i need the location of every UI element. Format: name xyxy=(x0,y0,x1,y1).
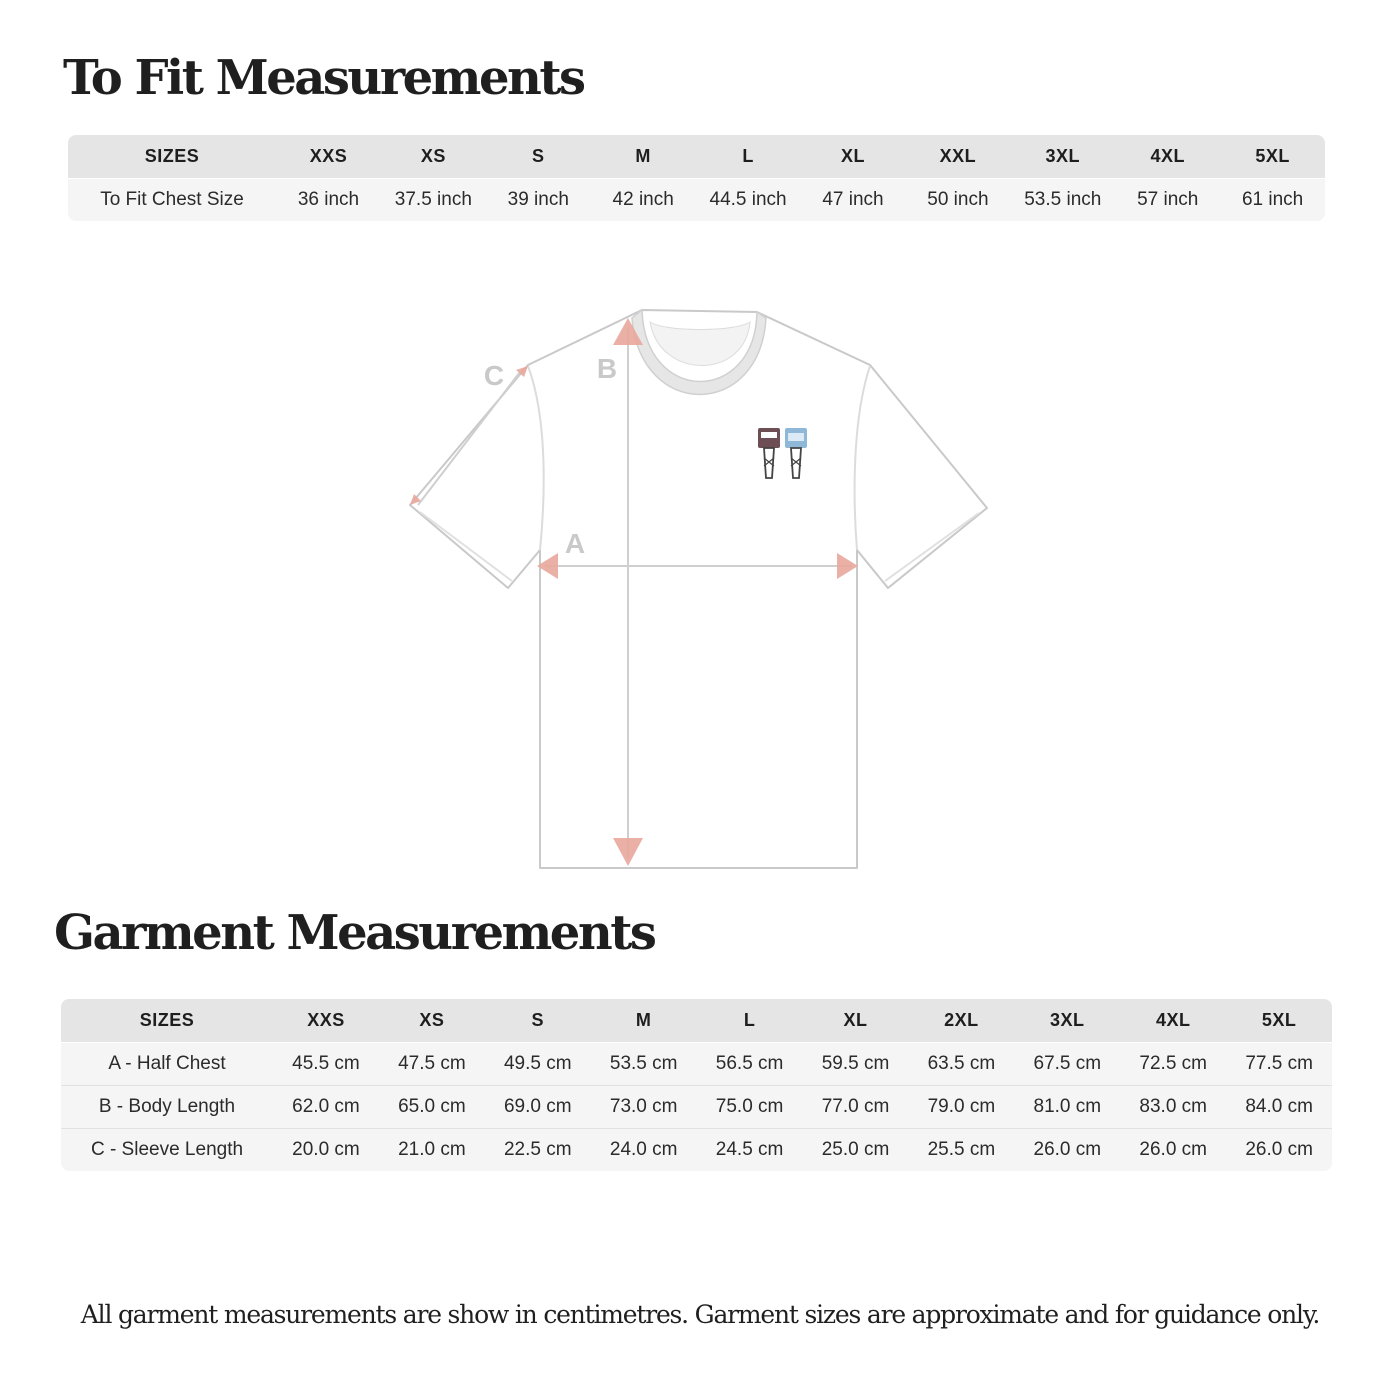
disclaimer-text: All garment measurements are show in centimetres. Garment sizes are approximate and for guidance only. xyxy=(80,1300,1320,1329)
header-cell: 4XL xyxy=(1155,1010,1191,1030)
header-cell: 5XL xyxy=(1261,1010,1297,1030)
table-cell: 65.0 cm xyxy=(398,1096,466,1117)
table-cell: 83.0 cm xyxy=(1139,1096,1207,1117)
row-label: A - Half Chest xyxy=(108,1053,226,1074)
table-header-row xyxy=(68,135,1325,178)
table-cell: 25.5 cm xyxy=(927,1139,996,1160)
table-row xyxy=(61,1042,1332,1085)
table-cell: 44.5 inch xyxy=(709,189,787,210)
table-row xyxy=(61,1085,1332,1128)
header-cell: L xyxy=(742,146,754,166)
table-cell: 81.0 cm xyxy=(1033,1096,1102,1117)
table-cell: 77.5 cm xyxy=(1245,1053,1313,1074)
header-cell: XL xyxy=(840,146,865,166)
header-cell: M xyxy=(635,1010,652,1030)
header-cell: SIZES xyxy=(144,146,200,166)
table-cell: 77.0 cm xyxy=(821,1096,890,1117)
table-cell: 49.5 cm xyxy=(503,1053,572,1074)
header-cell: XXS xyxy=(307,1010,345,1030)
table-cell: 26.0 cm xyxy=(1139,1139,1207,1160)
table-cell: 24.0 cm xyxy=(609,1139,678,1160)
row-label: B - Body Length xyxy=(98,1096,236,1117)
table-cell: 21.0 cm xyxy=(398,1139,466,1160)
table-cell: 67.5 cm xyxy=(1033,1053,1102,1074)
table-header-row xyxy=(61,999,1332,1042)
table-cell: 59.5 cm xyxy=(821,1053,890,1074)
header-cell: 5XL xyxy=(1255,146,1290,166)
row-label: C - Sleeve Length xyxy=(90,1139,244,1160)
header-cell: XS xyxy=(420,146,446,166)
table-cell: 62.0 cm xyxy=(292,1096,360,1117)
table-cell: 42 inch xyxy=(612,189,674,210)
table-cell: 39 inch xyxy=(507,189,569,210)
table-cell: 47 inch xyxy=(822,189,884,210)
table-cell: 26.0 cm xyxy=(1033,1139,1102,1160)
label-a: A xyxy=(564,528,586,559)
header-cell: XXL xyxy=(939,146,977,166)
table-cell: 84.0 cm xyxy=(1245,1096,1313,1117)
garment-size-table xyxy=(61,999,1332,1171)
table-cell: 37.5 inch xyxy=(394,189,472,210)
label-b: B xyxy=(596,353,618,384)
table-cell: 72.5 cm xyxy=(1139,1053,1207,1074)
table-cell: 25.0 cm xyxy=(821,1139,890,1160)
header-cell: XL xyxy=(843,1010,868,1030)
table-row xyxy=(61,1128,1332,1171)
header-cell: L xyxy=(743,1010,756,1030)
label-c: C xyxy=(483,360,505,391)
table-cell: 53.5 cm xyxy=(609,1053,678,1074)
table-cell: 26.0 cm xyxy=(1245,1139,1313,1160)
garment-section-title: Garment Measurements xyxy=(54,905,655,961)
table-cell: 24.5 cm xyxy=(715,1139,784,1160)
table-cell: 73.0 cm xyxy=(609,1096,678,1117)
header-cell: XXS xyxy=(309,146,348,166)
table-cell: 63.5 cm xyxy=(927,1053,996,1074)
table-cell: 79.0 cm xyxy=(927,1096,996,1117)
table-cell: 56.5 cm xyxy=(715,1053,784,1074)
table-cell: 57 inch xyxy=(1137,189,1199,210)
header-cell: XS xyxy=(419,1010,445,1030)
table-cell: 47.5 cm xyxy=(398,1053,466,1074)
table-cell: 50 inch xyxy=(927,189,989,210)
row-label: To Fit Chest Size xyxy=(100,189,244,210)
header-cell: 3XL xyxy=(1050,1010,1085,1030)
fit-size-table xyxy=(68,135,1325,221)
table-cell: 36 inch xyxy=(297,189,360,210)
header-cell: M xyxy=(635,146,651,166)
fit-section-title: To Fit Measurements xyxy=(63,50,584,106)
header-cell: 2XL xyxy=(944,1010,979,1030)
table-cell: 75.0 cm xyxy=(715,1096,784,1117)
table-cell: 45.5 cm xyxy=(292,1053,360,1074)
table-cell: 69.0 cm xyxy=(503,1096,572,1117)
table-cell: 22.5 cm xyxy=(503,1139,572,1160)
header-cell: 4XL xyxy=(1150,146,1185,166)
table-cell: 61 inch xyxy=(1241,189,1304,210)
header-cell: S xyxy=(531,1010,545,1030)
table-cell: 20.0 cm xyxy=(292,1139,360,1160)
table-row xyxy=(68,178,1325,221)
header-cell: 3XL xyxy=(1045,146,1081,166)
tshirt-measurement-diagram xyxy=(400,300,1000,880)
table-cell: 53.5 inch xyxy=(1024,189,1102,210)
header-cell: S xyxy=(532,146,545,166)
header-cell: SIZES xyxy=(139,1010,195,1030)
